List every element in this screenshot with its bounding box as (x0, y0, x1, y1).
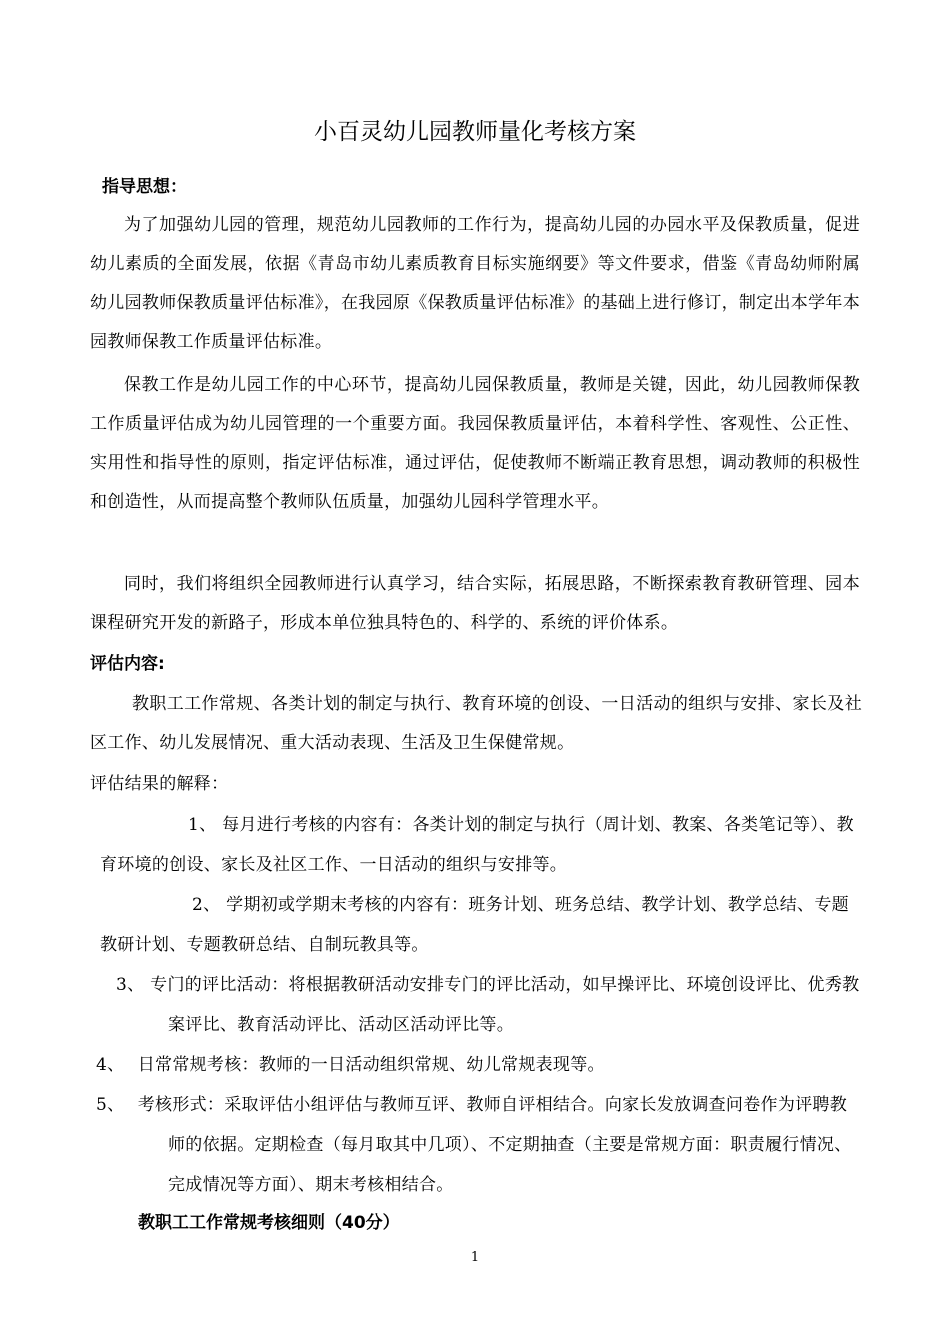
guiding-paragraph-2: 保教工作是幼儿园工作的中心环节，提高幼儿园保教质量，教师是关键，因此，幼儿园教师保教工作质量评估成为幼儿园管理的一个重要方面。我园保教质量评估，本着科学性、客观性、公正性、实用性和指导性的原则，指定评估标准，通过评估，促使教师不断端正教育思想，调动教师的积极性和创造性，从而提高整个教师队伍质量，加强幼儿园科学管理水平。 (90, 375, 860, 512)
document-title: 小百灵幼儿园教师量化考核方案 (314, 119, 636, 145)
list-item-number: 2、 (192, 895, 221, 915)
list-item (116, 965, 860, 1045)
list-item-text: 考核形式：采取评估小组评估与教师互评、教师自评相结合。向家长发放调查问卷作为评聘教师的依据。定期检查（每月取其中几项）、不定期抽查（主要是常规方面：职责履行情况、完成情况等方面）、期末考核相结合。 (137, 1095, 852, 1195)
list-item (100, 805, 860, 885)
list-item (100, 885, 860, 965)
section-heading: 教职工工作常规考核细则（40分） (138, 1213, 400, 1233)
list-item-text: 日常常规考核：教师的一日活动组织常规、幼儿常规表现等。 (137, 1055, 605, 1075)
page-number: 1 (470, 1250, 480, 1265)
list-item: 5、 考核形式：采取评估小组评估与教师互评、教师自评相结合。向家长发放调查问卷作为评聘教师的依据。定期检查（每月取其中几项）、不定期抽查（主要是常规方面：职责履行情况、完成情况等方面）、期末考核相结合。 (96, 1095, 852, 1195)
list-item-text: 学期初或学期末考核的内容有：班务计划、班务总结、教学计划、教学总结、专题教研计划、专题教研总结、自制玩教具等。 (100, 895, 849, 955)
guiding-paragraph-3: 同时，我们将组织全园教师进行认真学习，结合实际，拓展思路，不断探索教育教研管理、园本课程研究开发的新路子，形成本单位独具特色的、科学的、系统的评价体系。 (90, 574, 860, 633)
list-item-text: 每月进行考核的内容有：各类计划的制定与执行（周计划、教案、各类笔记等）、教育环境的创设、家长及社区工作、一日活动的组织与安排等。 (100, 815, 854, 875)
guiding-heading: 指导思想： (102, 177, 187, 197)
content-paragraph: 教职工工作常规、各类计划的制定与执行、教育环境的创设、一日活动的组织与安排、家长及社区工作、幼儿发展情况、重大活动表现、生活及卫生保健常规。 (90, 694, 862, 753)
list-item-text: 专门的评比活动：将根据教研活动安排专门的评比活动，如早操评比、环境创设评比、优秀教案评比、教育活动评比、活动区活动评比等。 (150, 975, 860, 1035)
content-heading: 评估内容: (90, 654, 165, 674)
list-item-number: 3、 (116, 975, 145, 995)
guiding-paragraph-1: 为了加强幼儿园的管理，规范幼儿园教师的工作行为，提高幼儿园的办园水平及保教质量，促进幼儿素质的全面发展，依据《青岛市幼儿素质教育目标实施纲要》等文件要求，借鉴《青岛幼师附属幼儿园教师保教质量评估标准》，在我园原《保教质量评估标准》的基础上进行修订，制定出本学年本园教师保教工作质量评估标准。 (90, 215, 860, 352)
results-heading: 评估结果的解释： (90, 774, 229, 794)
list-item-number: 1、 (188, 815, 217, 835)
list-item: 4、 日常常规考核：教师的一日活动组织常规、幼儿常规表现等。 (96, 1055, 605, 1075)
